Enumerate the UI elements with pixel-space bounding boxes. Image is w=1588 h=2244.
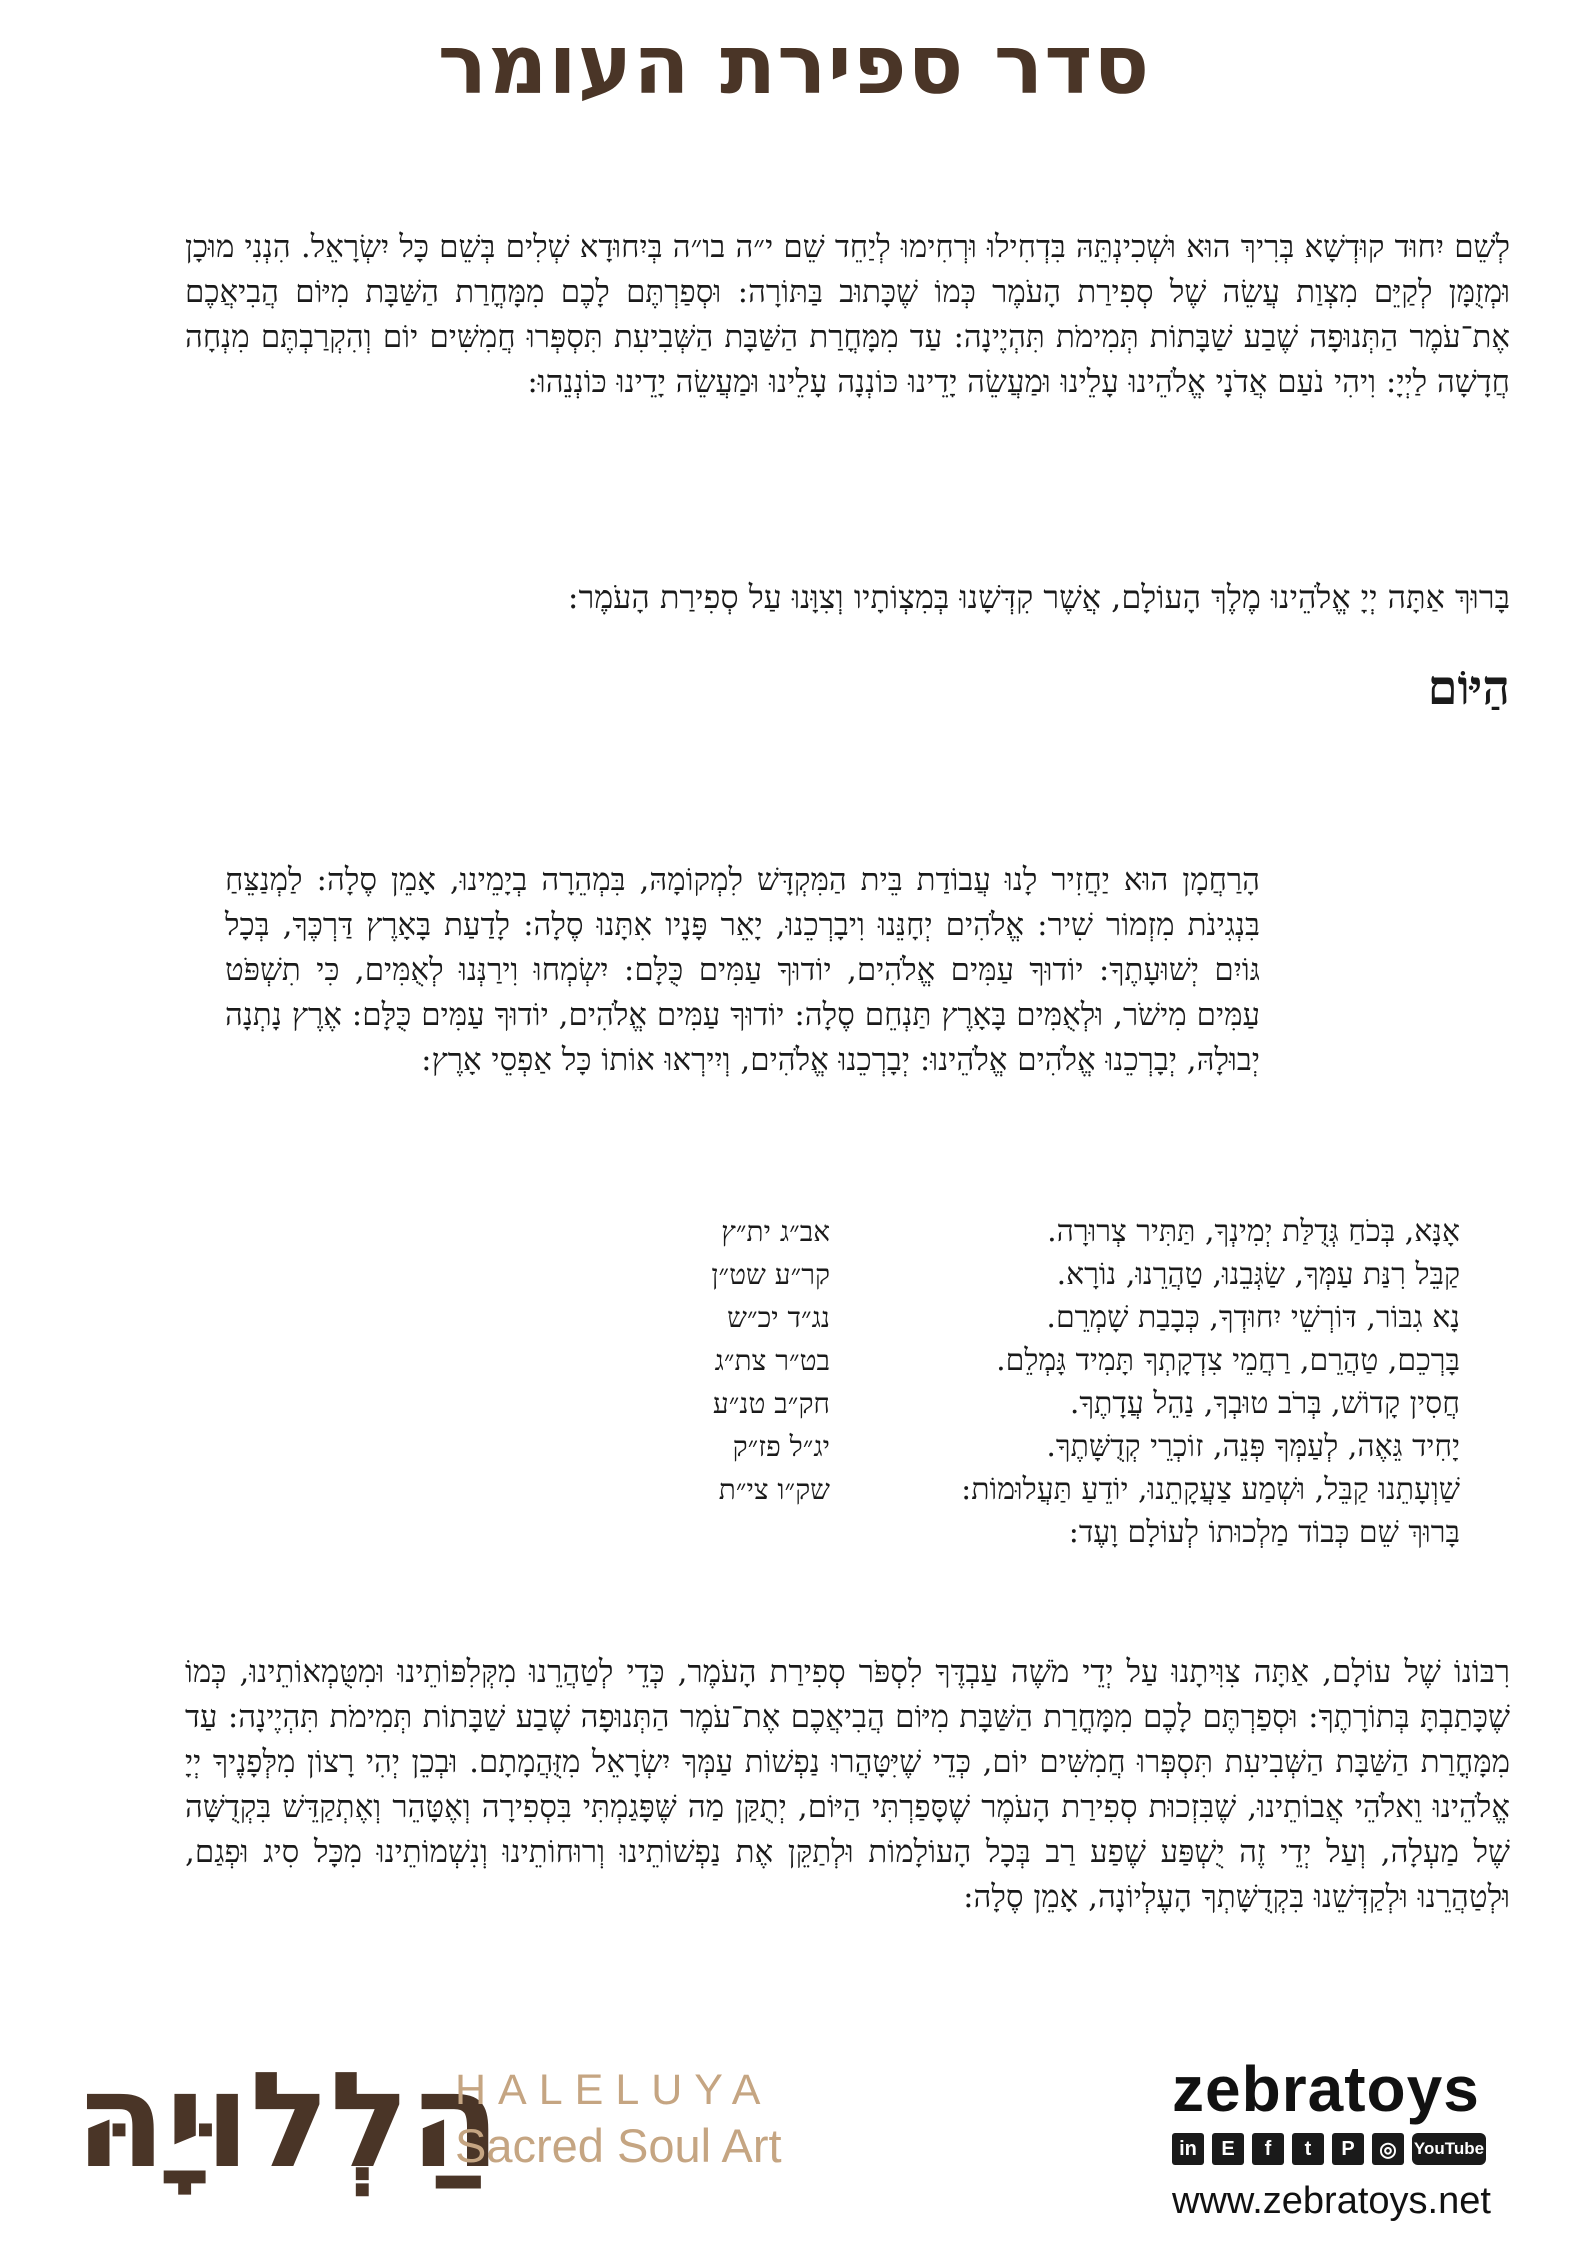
ana-row: [500, 1382, 1460, 1425]
ana-row: [500, 1253, 1460, 1296]
intro-paragraph: לְשֵׁם יִחוּד קוּדְשָׁא בְּרִיךְ הוּא וּשְׁכִינְתֵּהּ בִּדְחִילוּ וּרְחִימוּ לְיַחֵד שֵׁם י״ה בו״ה בְּיִחוּדָא שְׁלִים בְּשֵׁם כָּל יִשְׂרָאֵל. הִנְנִי מוּכָן וּמְזֻמָּן לְקַיֵּם מִצְוַת עֲשֵׂה שֶׁל סְפִירַת הָעֹמֶר כְּמוֹ שֶׁכָּתוּב בַּתּוֹרָה: וּסְפַרְתֶּם לָכֶם מִמָּחֳרַת הַשַּׁבָּת מִיּוֹם הֲבִיאֲכֶם אֶת־עֹמֶר הַתְּנוּפָה שֶׁבַע שַׁבָּתוֹת תְּמִימֹת תִּהְיֶינָה: עַד מִמָּחֳרַת הַשַּׁבָּת הַשְּׁבִיעִת תִּסְפְּרוּ חֲמִשִּׁים יוֹם וְהִקְרַבְתֶּם מִנְחָה חֲדָשָׁה לַיְיָ: וִיהִי נֹעַם אֲדֹנָי אֱלֹהֵינוּ עָלֵינוּ וּמַעֲשֵׂה יָדֵינוּ כּוֹנְנָה עָלֵינוּ וּמַעֲשֵׂה יָדֵינוּ כּוֹנְנֵהוּ:: [185, 229, 1510, 400]
psalm-paragraph: הָרַחֲמָן הוּא יַחֲזִיר לָנוּ עֲבוֹדַת בֵּית הַמִּקְדָּשׁ לִמְקוֹמָהּ, בִּמְהֵרָה בְיָמֵינוּ, אָמֵן סֶלָה: לַמְנַצֵּחַ בִּנְגִינֹת מִזְמוֹר שִׁיר: אֱלֹהִים יְחָנֵּנוּ וִיבָרְכֵנוּ, יָאֵר פָּנָיו אִתָּנוּ סֶלָה: לָדַעַת בָּאָרֶץ דַּרְכֶּךָ, בְּכָל גּוֹיִם יְשׁוּעָתֶךָ: יוֹדוּךָ עַמִּים אֱלֹהִים, יוֹדוּךָ עַמִּים כֻּלָּם: יִשְׂמְחוּ וִירַנְּנוּ לְאֻמִּים, כִּי תִשְׁפֹּט עַמִּים מִישֹׁר, וּלְאֻמִּים בָּאָרֶץ תַּנְחֵם סֶלָה: יוֹדוּךָ עַמִּים אֱלֹהִים, יוֹדוּךָ עַמִּים כֻּלָּם: אֶרֶץ נָתְנָה יְבוּלָהּ, יְבָרְכֵנוּ אֱלֹהִים אֱלֹהֵינוּ: יְבָרְכֵנוּ אֱלֹהִים, וְיִירְאוּ אוֹתוֹ כָּל אַפְסֵי אָרֶץ:: [225, 862, 1260, 1078]
etsy-icon[interactable]: E: [1212, 2133, 1244, 2165]
ana-code: נג״ד יכ״ש: [727, 1300, 830, 1334]
ana-code: חק״ב טנ״ע: [712, 1386, 830, 1420]
ana-row: [500, 1296, 1460, 1339]
twitter-icon[interactable]: t: [1292, 2133, 1324, 2165]
blessing-text: בָּרוּךְ אַתָּה יְיָ אֱלֹהֵינוּ מֶלֶךְ הָעוֹלָם, אֲשֶׁר קִדְּשָׁנוּ בְּמִצְוֹתָיו וְצִוָּנוּ עַל סְפִירַת הָעֹמֶר:: [567, 578, 1510, 616]
ana-code: אב״ג ית״ץ: [721, 1214, 830, 1248]
social-icons: [1172, 2133, 1486, 2165]
linkedin-icon[interactable]: in: [1172, 2133, 1204, 2165]
ana-row: [500, 1339, 1460, 1382]
zebratoys-brand: zebratoys: [1172, 2053, 1480, 2125]
ana-row: [500, 1425, 1460, 1468]
ana-row: [500, 1468, 1460, 1511]
ana-line: אָנָּא, בְּכֹחַ גְּדֻלַּת יְמִינְךָ, תַּתִּיר צְרוּרָה.: [1047, 1214, 1460, 1249]
ana-line: נָא גִבּוֹר, דּוֹרְשֵׁי יִחוּדְךָ, כְּבָבַת שָׁמְרֵם.: [1046, 1300, 1460, 1335]
page-title: סדר ספירת העומר: [437, 18, 1151, 113]
pinterest-icon[interactable]: P: [1332, 2133, 1364, 2165]
ana-row: [500, 1511, 1460, 1554]
ana-line: בָּרְכֵם, טַהֲרֵם, רַחֲמֵי צִדְקָתְךָ תָּמִיד גָּמְלֵם.: [996, 1343, 1460, 1378]
ana-line: קַבֵּל רִנַּת עַמְּךָ, שַׂגְּבֵנוּ, טַהֲרֵנוּ, נוֹרָא.: [1056, 1257, 1460, 1292]
ana-row: [500, 1210, 1460, 1253]
ana-line: בָּרוּךְ שֵׁם כְּבוֹד מַלְכוּתוֹ לְעוֹלָם וָעֶד:: [1068, 1515, 1460, 1550]
haleluya-logo-tagline: Sacred Soul Art: [455, 2119, 782, 2172]
website-link[interactable]: www.zebratoys.net: [1172, 2180, 1491, 2222]
facebook-icon[interactable]: f: [1252, 2133, 1284, 2165]
haleluya-logo-name: HALELUYA: [455, 2066, 773, 2114]
ribono-paragraph: רִבּוֹנוֹ שֶׁל עוֹלָם, אַתָּה צִוִּיתָנוּ עַל יְדֵי מֹשֶׁה עַבְדֶּךָ לִסְפֹּר סְפִירַת הָעֹמֶר, כְּדֵי לְטַהֲרֵנוּ מִקְּלִפּוֹתֵינוּ וּמִטֻּמְאוֹתֵינוּ, כְּמוֹ שֶׁכָּתַבְתָּ בְּתוֹרָתֶךָ: וּסְפַרְתֶּם לָכֶם מִמָּחֳרַת הַשַּׁבָּת מִיּוֹם הֲבִיאֲכֶם אֶת־עֹמֶר הַתְּנוּפָה שֶׁבַע שַׁבָּתוֹת תְּמִימֹת תִּהְיֶינָה: עַד מִמָּחֳרַת הַשַּׁבָּת הַשְּׁבִיעִת תִּסְפְּרוּ חֲמִשִּׁים יוֹם, כְּדֵי שֶׁיִּטָּהֲרוּ נַפְשׁוֹת עַמְּךָ יִשְׂרָאֵל מִזֻּהֲמָתָם. וּבְכֵן יְהִי רָצוֹן מִלְּפָנֶיךָ יְיָ אֱלֹהֵינוּ וֵאלֹהֵי אֲבוֹתֵינוּ, שֶׁבִּזְכוּת סְפִירַת הָעֹמֶר שֶׁסָּפַרְתִּי הַיּוֹם, יְתֻקַּן מַה שֶּׁפָּגַמְתִּי בִּסְפִירָה וְאֶטָּהֵר וְאֶתְקַדֵּשׁ בִּקְדֻשָּׁה שֶׁל מַעְלָה, וְעַל יְדֵי זֶה יֻשְׁפַּע שֶׁפַע רַב בְּכָל הָעוֹלָמוֹת וּלְתַקֵּן אֶת נַפְשׁוֹתֵינוּ וְרוּחוֹתֵינוּ וְנִשְׁמוֹתֵינוּ מִכָּל סִיג וּפְגַם, וּלְטַהֲרֵנוּ וּלְקַדְּשֵׁנוּ בִּקְדֻשָּׁתְךָ הָעֶלְיוֹנָה, אָמֵן סֶלָה:: [185, 1654, 1510, 1915]
ana-code: שק״ו צי״ת: [718, 1472, 830, 1506]
ana-line: שַׁוְעָתֵנוּ קַבֵּל, וּשְׁמַע צַעֲקָתֵנוּ, יוֹדֵעַ תַּעֲלוּמוֹת:: [961, 1472, 1460, 1507]
ana-bekoach-list: [500, 1210, 1460, 1554]
ana-code: יג״ל פז״ק: [732, 1429, 830, 1463]
ana-code: קר״ע שט״ן: [711, 1257, 830, 1291]
ana-line: יָחִיד גֵּאֶה, לְעַמְּךָ פְּנֵה, זוֹכְרֵי קְדֻשָּׁתֶךָ.: [1046, 1429, 1460, 1464]
hayom-heading: הַיּוֹם: [1427, 660, 1510, 716]
instagram-icon[interactable]: ◎: [1372, 2133, 1404, 2165]
haleluya-logo-hebrew: הַלְלוּיָהּ: [75, 2044, 501, 2198]
ana-code: בט״ר צת״ג: [714, 1343, 830, 1377]
youtube-icon[interactable]: YouTube: [1412, 2133, 1486, 2165]
ana-line: חֲסִין קָדוֹשׁ, בְּרֹב טוּבְךָ, נַהֵל עֲדָתֶךָ.: [1069, 1386, 1460, 1421]
